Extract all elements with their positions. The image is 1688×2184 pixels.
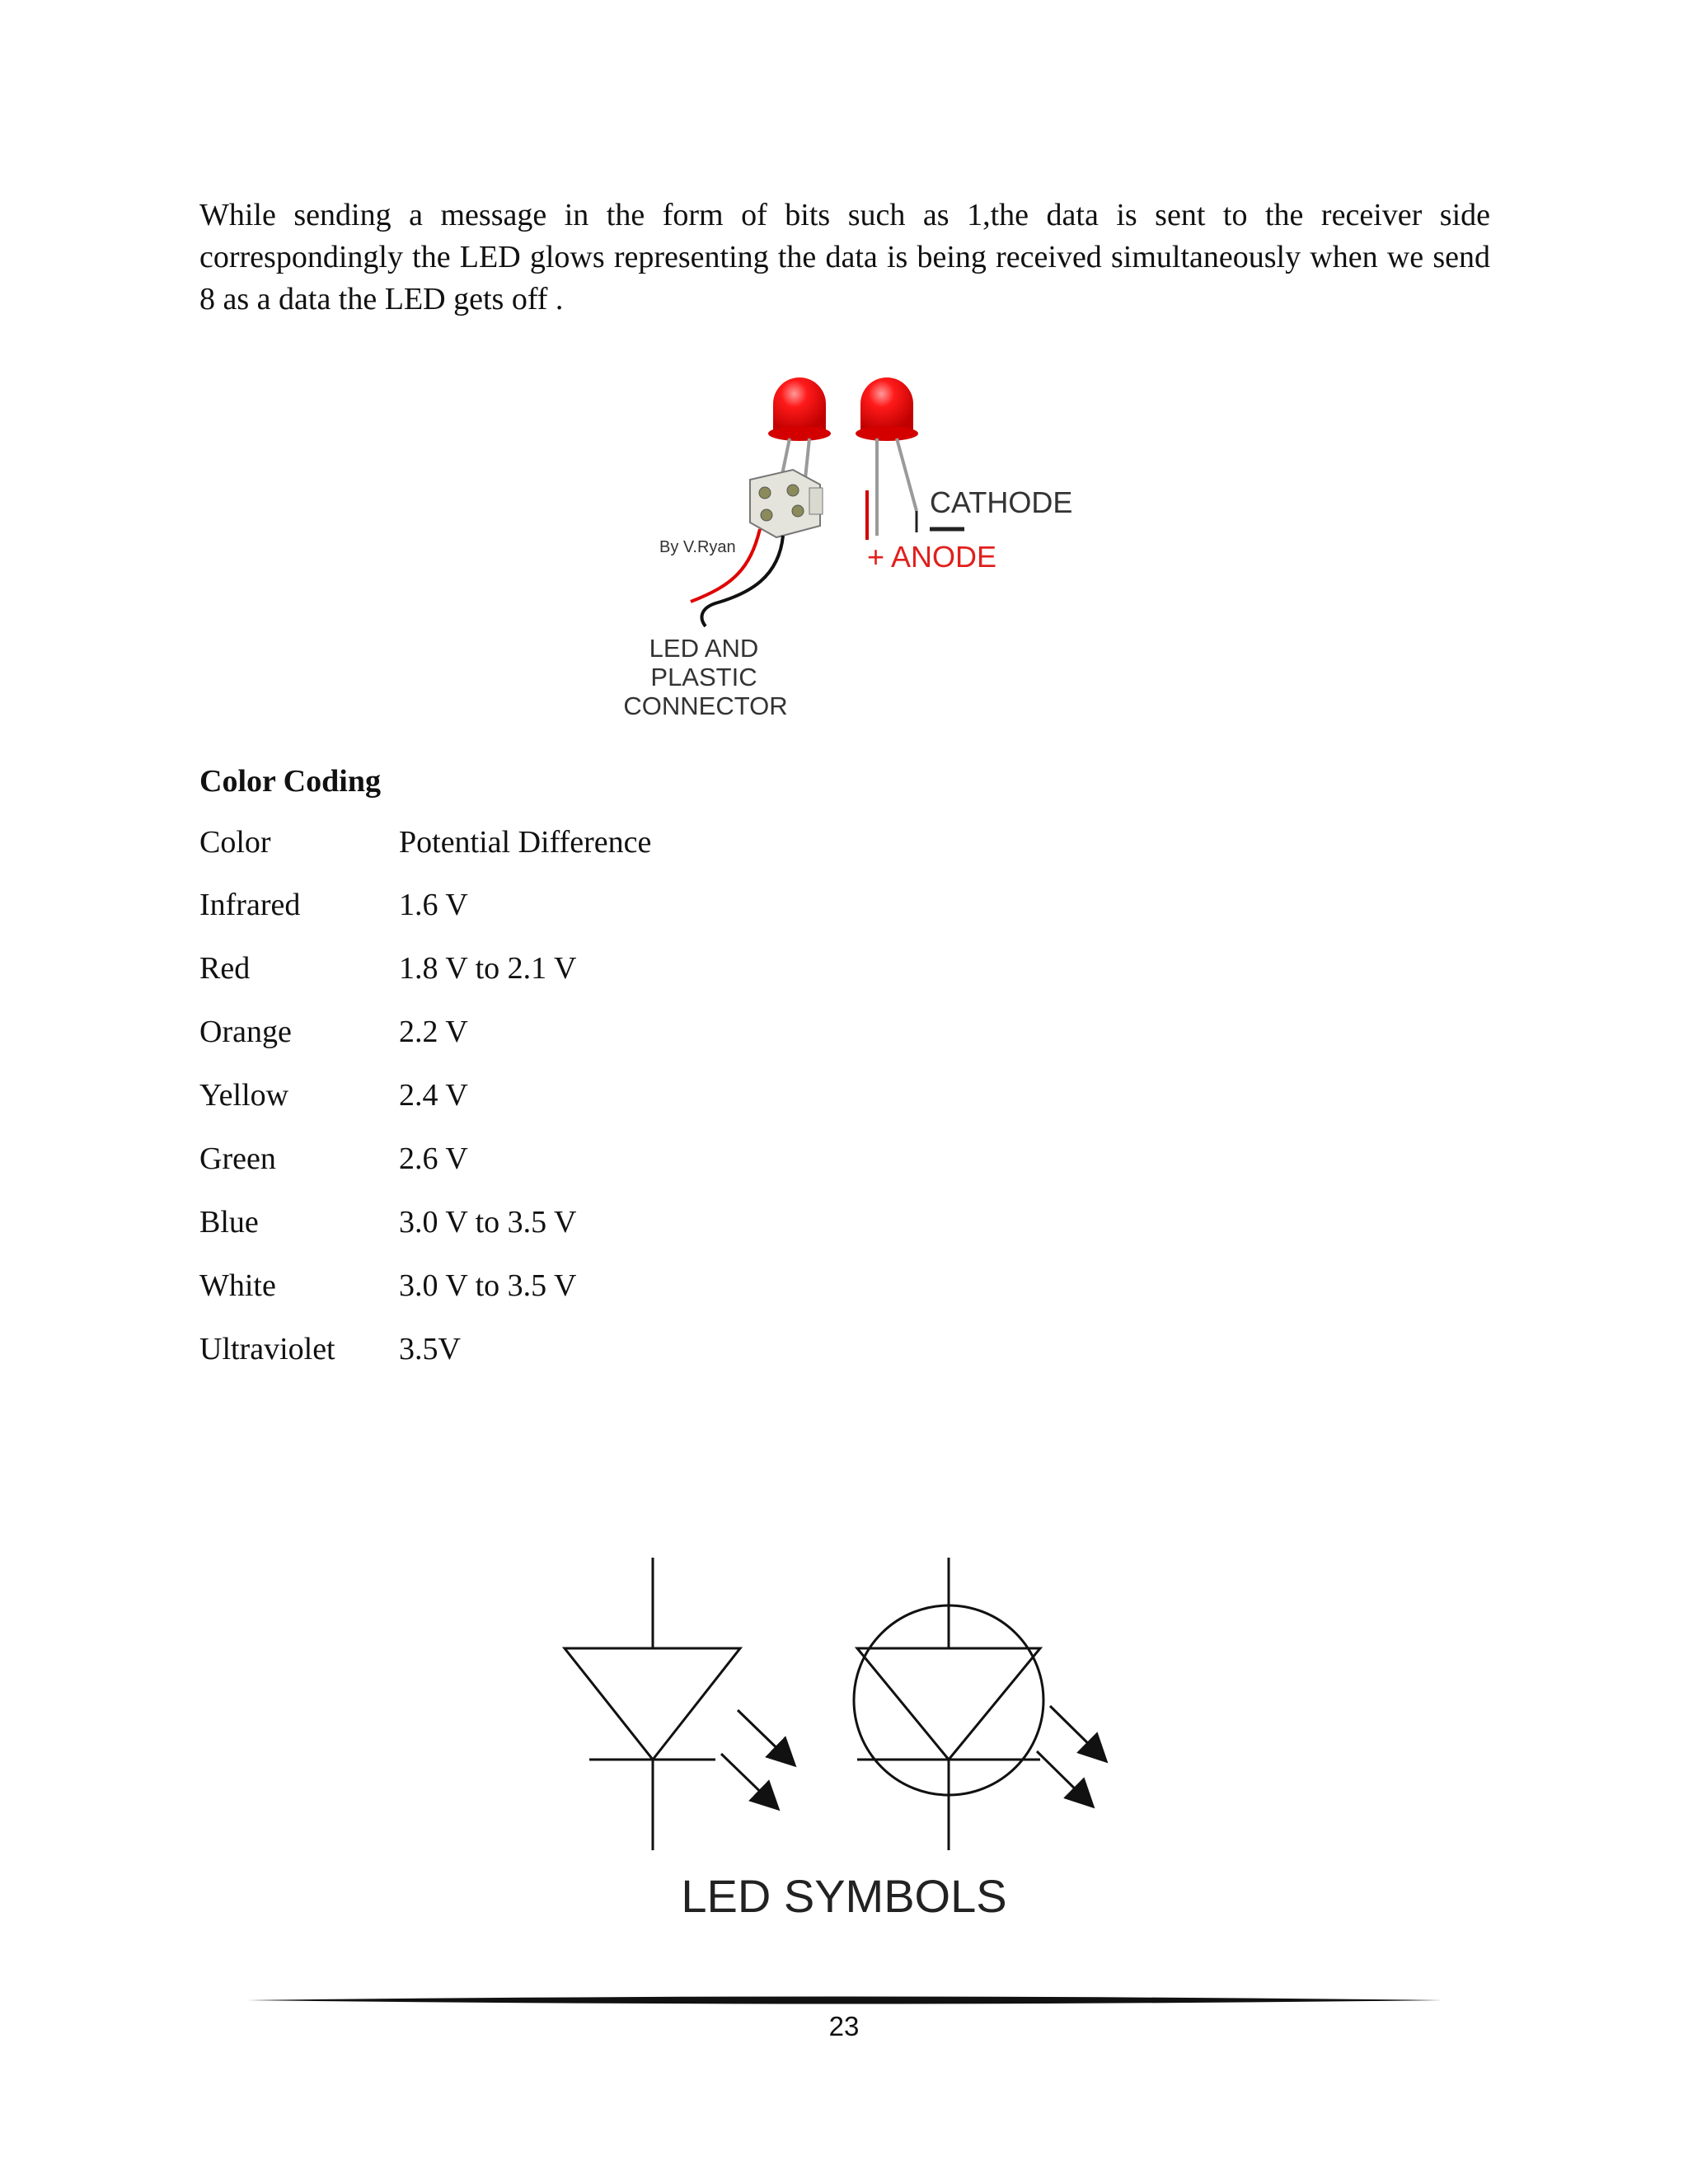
table-row <box>199 950 651 1014</box>
led-symbol-plain-icon <box>565 1558 791 1850</box>
row-color: Red <box>199 951 251 986</box>
row-voltage: 3.0 V to 3.5 V <box>399 1205 577 1240</box>
header-color: Color <box>199 825 271 860</box>
table-row <box>199 1014 651 1077</box>
table-row <box>199 1331 651 1394</box>
anode-label: + ANODE <box>867 540 997 574</box>
row-voltage: 1.8 V to 2.1 V <box>399 951 577 986</box>
row-voltage: 2.6 V <box>399 1141 468 1176</box>
page-number: 23 <box>828 2011 860 2041</box>
row-voltage: 1.6 V <box>399 888 468 922</box>
led-symbol-circled-icon <box>854 1558 1103 1850</box>
led-connector-illustration <box>577 346 1154 733</box>
connector-label-line-2: PLASTIC <box>650 663 757 691</box>
credit-label: By V.Ryan <box>659 538 736 556</box>
footer-rule <box>247 1994 1442 2006</box>
color-coding-table <box>199 824 651 1394</box>
body-paragraph: While sending a message in the form of bits such as 1,the data is sent to the receiver side correspondingly the LED glows representing the data is being received simultaneously when we send 8 as a data the LED gets off . <box>199 198 1490 316</box>
row-color: Ultraviolet <box>199 1332 335 1366</box>
row-color: Orange <box>199 1015 292 1049</box>
table-row <box>199 1268 651 1331</box>
row-color: Blue <box>199 1205 259 1240</box>
table-row <box>199 887 651 950</box>
table-row <box>199 1204 651 1268</box>
connector-label-line-1: LED AND <box>649 634 759 663</box>
table-row <box>199 1141 651 1204</box>
header-potential-difference: Potential Difference <box>399 825 652 860</box>
plastic-connector-icon <box>750 470 823 537</box>
cathode-label: CATHODE <box>930 485 1073 519</box>
row-voltage: 3.5V <box>399 1332 461 1366</box>
row-color: White <box>199 1268 276 1303</box>
row-color: Yellow <box>199 1078 289 1113</box>
led-right-icon <box>856 377 918 536</box>
row-voltage: 2.2 V <box>399 1015 468 1049</box>
table-header-row <box>199 824 651 887</box>
row-color: Infrared <box>199 888 301 922</box>
table-row <box>199 1077 651 1141</box>
row-voltage: 3.0 V to 3.5 V <box>399 1268 577 1303</box>
row-voltage: 2.4 V <box>399 1078 468 1113</box>
led-symbols-title: LED SYMBOLS <box>681 1870 1007 1922</box>
color-coding-heading: Color Coding <box>199 764 381 799</box>
row-color: Green <box>199 1141 276 1176</box>
connector-label-line-3: CONNECTOR <box>623 691 788 720</box>
